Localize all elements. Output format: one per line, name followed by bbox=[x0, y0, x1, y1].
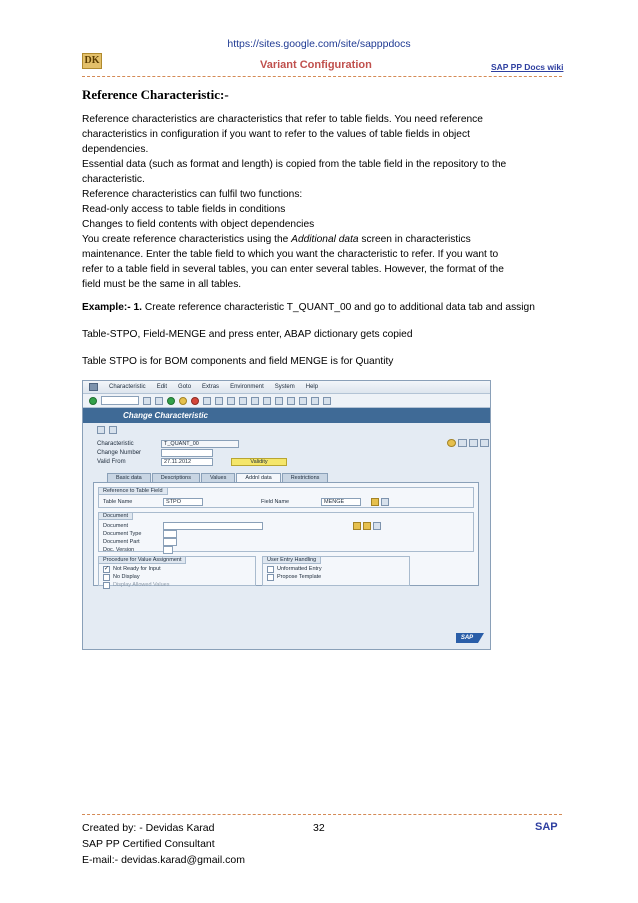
document-row bbox=[103, 522, 263, 530]
footer-email[interactable]: E-mail:- devidas.karad@gmail.com bbox=[82, 854, 245, 866]
paragraph-line: characteristic. bbox=[82, 174, 145, 185]
document-part-label: Document Part bbox=[103, 539, 140, 545]
doc-version-row bbox=[103, 546, 173, 554]
example-line-1 bbox=[82, 302, 535, 313]
document-delete-icon[interactable] bbox=[373, 522, 381, 530]
document-label: Document bbox=[103, 523, 129, 529]
valid-from-field[interactable]: 27.11.2012 bbox=[161, 458, 213, 466]
layout-icon[interactable] bbox=[323, 397, 331, 405]
paragraph-line: maintenance. Enter the table field to which you want the characteristic to refer. If you want to bbox=[82, 249, 499, 260]
characteristic-row bbox=[97, 439, 239, 448]
display-allowed-values-option[interactable] bbox=[103, 581, 169, 589]
doc-version-label: Doc. Version bbox=[103, 547, 135, 553]
copy-icon[interactable] bbox=[458, 439, 467, 447]
unformatted-entry-label: Unformatted Entry bbox=[277, 566, 322, 572]
first-page-icon[interactable] bbox=[239, 397, 247, 405]
document-icon[interactable] bbox=[469, 439, 478, 447]
wiki-link[interactable]: SAP PP Docs wiki bbox=[491, 62, 564, 72]
menu-characteristic[interactable]: Characteristic bbox=[109, 384, 146, 390]
change-number-label: Change Number bbox=[97, 449, 142, 456]
menu-extras[interactable]: Extras bbox=[202, 384, 220, 390]
user-entry-title: User Entry Handling bbox=[262, 556, 321, 564]
document-part-row bbox=[103, 538, 177, 546]
help-icon[interactable] bbox=[311, 397, 319, 405]
example-line-3: Table STPO is for BOM components and field MENGE is for Quantity bbox=[82, 356, 394, 367]
document-group-title: Document bbox=[98, 512, 133, 520]
characteristic-field[interactable]: T_QUANT_00 bbox=[161, 440, 239, 448]
tab-values[interactable]: Values bbox=[201, 473, 235, 482]
paragraph-line: Essential data (such as format and length) is copied from the table field in the repository to the bbox=[82, 159, 507, 170]
classification-icon[interactable] bbox=[480, 439, 489, 447]
sap-exit-icon[interactable] bbox=[89, 383, 98, 391]
paragraph-line: characteristics in configuration if you want to refer to the values of table fields in object bbox=[82, 129, 470, 140]
enter-icon[interactable] bbox=[89, 397, 97, 405]
document-type-field[interactable] bbox=[163, 530, 177, 538]
display-table-icon[interactable] bbox=[381, 498, 389, 506]
table-name-field[interactable]: STPO bbox=[163, 498, 203, 506]
sap-title-bar: Change Characteristic bbox=[83, 408, 490, 423]
sap-application-toolbar bbox=[83, 423, 490, 436]
document-type-label: Document Type bbox=[103, 531, 142, 537]
footer-divider bbox=[82, 814, 562, 815]
propose-template-option[interactable] bbox=[267, 573, 321, 581]
cancel-icon[interactable] bbox=[191, 397, 199, 405]
header-divider bbox=[82, 76, 562, 77]
command-field[interactable] bbox=[101, 396, 139, 405]
find-icon[interactable] bbox=[215, 397, 223, 405]
section-heading: Reference Characteristic:- bbox=[82, 87, 229, 102]
unformatted-entry-option[interactable] bbox=[267, 565, 322, 573]
value-assignment-title: Procedure for Value Assignment bbox=[98, 556, 186, 564]
example-text: Create reference characteristic T_QUANT_00 and go to additional data tab and assign bbox=[142, 302, 535, 313]
document-group bbox=[98, 512, 474, 552]
paragraph-line: field must be the same in all tables. bbox=[82, 279, 242, 290]
display-change-icon[interactable] bbox=[109, 426, 117, 434]
last-page-icon[interactable] bbox=[275, 397, 283, 405]
new-session-icon[interactable] bbox=[287, 397, 295, 405]
example-label: Example:- 1. bbox=[82, 302, 143, 313]
reference-group-title: Reference to Table Field bbox=[98, 487, 168, 495]
save-icon[interactable] bbox=[155, 397, 163, 405]
paragraph-line: dependencies. bbox=[82, 144, 149, 155]
tab-basic-data[interactable]: Basic data bbox=[107, 473, 151, 482]
paragraph-line bbox=[82, 232, 557, 247]
valid-from-row bbox=[97, 457, 287, 466]
not-ready-label: Not Ready for Input bbox=[113, 566, 161, 572]
add-table-icon[interactable] bbox=[371, 498, 379, 506]
tab-addnl-data[interactable]: Addnl data bbox=[236, 473, 280, 482]
field-name-row bbox=[261, 498, 389, 506]
user-entry-group bbox=[262, 556, 410, 586]
sap-standard-toolbar bbox=[83, 394, 490, 408]
table-name-label: Table Name bbox=[103, 499, 133, 505]
paragraph-line: Reference characteristics are characteristics that refer to table fields. You need reference bbox=[82, 114, 483, 125]
header-icon-group bbox=[447, 439, 489, 447]
footer-certification: SAP PP Certified Consultant bbox=[82, 838, 215, 850]
tab-strip bbox=[107, 473, 328, 482]
find-next-icon[interactable] bbox=[227, 397, 235, 405]
paragraph-line: Reference characteristics can fulfil two functions: bbox=[82, 189, 303, 200]
status-icon[interactable] bbox=[447, 439, 456, 447]
value-assignment-group bbox=[98, 556, 256, 586]
addnl-data-panel bbox=[93, 482, 479, 586]
characteristic-label: Characteristic bbox=[97, 440, 134, 447]
additional-line-after: screen in characteristics bbox=[358, 234, 471, 245]
menu-environment[interactable]: Environment bbox=[230, 384, 264, 390]
sap-screenshot bbox=[82, 380, 491, 650]
sap-menu-bar bbox=[83, 381, 490, 394]
additional-line-before: You create reference characteristics using the bbox=[82, 234, 292, 245]
validity-button[interactable]: Validity bbox=[231, 458, 287, 466]
no-display-option[interactable] bbox=[103, 573, 140, 581]
change-number-field[interactable] bbox=[161, 449, 213, 457]
footer-created-by: Created by: - Devidas Karad bbox=[82, 822, 215, 834]
document-display-icon[interactable] bbox=[363, 522, 371, 530]
menu-system[interactable]: System bbox=[274, 384, 295, 390]
print-icon[interactable] bbox=[203, 397, 211, 405]
tab-restrictions[interactable]: Restrictions bbox=[282, 473, 329, 482]
dk-logo: DK bbox=[82, 53, 102, 69]
reference-group bbox=[98, 487, 474, 508]
tab-descriptions[interactable]: Descriptions bbox=[152, 473, 200, 482]
display-allowed-label: Display Allowed Values bbox=[113, 582, 170, 588]
sap-logo: SAP bbox=[456, 633, 478, 643]
menu-help[interactable]: Help bbox=[305, 384, 319, 390]
site-url[interactable]: https://sites.google.com/site/sapppdocs bbox=[227, 38, 411, 50]
example-line-2: Table-STPO, Field-MENGE and press enter, ABAP dictionary gets copied bbox=[82, 329, 413, 340]
doc-version-field[interactable] bbox=[163, 546, 173, 554]
other-characteristic-icon[interactable] bbox=[97, 426, 105, 434]
exit-icon[interactable] bbox=[179, 397, 187, 405]
paragraph-line: Changes to field contents with object dependencies bbox=[82, 219, 315, 230]
document-title: Variant Configuration bbox=[260, 59, 372, 71]
additional-data-emphasis: Additional data bbox=[291, 234, 359, 245]
back-arrow-icon[interactable] bbox=[143, 397, 151, 405]
table-name-row bbox=[103, 498, 203, 506]
field-name-field[interactable]: MENGE bbox=[321, 498, 361, 506]
document-search-icon[interactable] bbox=[353, 522, 361, 530]
document-type-row bbox=[103, 530, 177, 538]
previous-page-icon[interactable] bbox=[251, 397, 259, 405]
page-number: 32 bbox=[313, 822, 325, 834]
menu-goto[interactable]: Goto bbox=[178, 384, 192, 390]
change-number-row bbox=[97, 448, 213, 457]
next-page-icon[interactable] bbox=[263, 397, 271, 405]
footer-sap-brand: SAP bbox=[535, 821, 558, 833]
no-display-label: No Display bbox=[113, 574, 140, 580]
body-paragraph bbox=[82, 112, 557, 292]
paragraph-line: refer to a table field in several tables, you can enter several tables. However, the format of the bbox=[82, 264, 504, 275]
no-display-checkbox[interactable] bbox=[103, 574, 110, 581]
document-part-field[interactable] bbox=[163, 538, 177, 546]
document-field[interactable] bbox=[163, 522, 263, 530]
field-name-label: Field Name bbox=[261, 499, 290, 505]
paragraph-line: Read-only access to table fields in conditions bbox=[82, 204, 286, 215]
propose-template-checkbox[interactable] bbox=[267, 574, 274, 581]
not-ready-checkbox[interactable]: ✓ bbox=[104, 565, 110, 572]
valid-from-label: Valid From bbox=[97, 458, 126, 465]
propose-template-label: Propose Template bbox=[277, 574, 322, 580]
not-ready-for-input-option[interactable] bbox=[103, 565, 161, 573]
shortcut-icon[interactable] bbox=[299, 397, 307, 405]
menu-edit[interactable]: Edit bbox=[156, 384, 168, 390]
display-allowed-checkbox[interactable] bbox=[103, 582, 110, 589]
unformatted-entry-checkbox[interactable] bbox=[267, 566, 274, 573]
back-icon[interactable] bbox=[167, 397, 175, 405]
